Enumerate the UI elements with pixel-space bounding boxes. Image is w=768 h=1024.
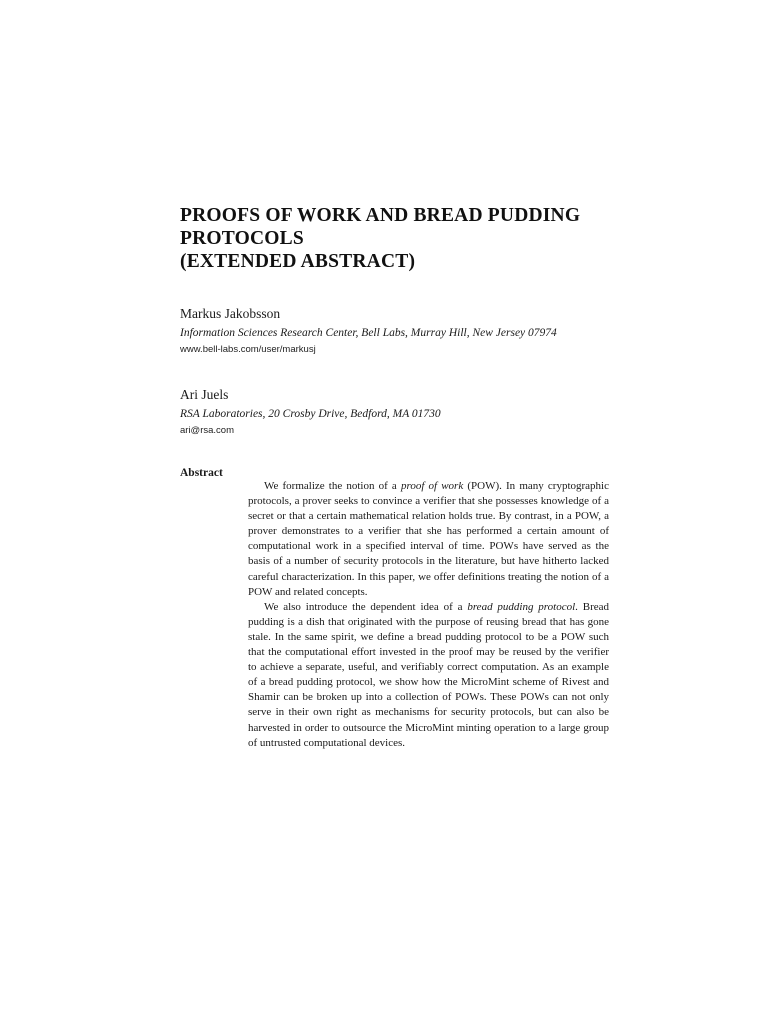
author-url[interactable]: www.bell-labs.com/user/markusj [180,344,316,355]
author-affiliation: Information Sciences Research Center, Bell Labs, Murray Hill, New Jersey 07974 [180,327,557,339]
author-email[interactable]: ari@rsa.com [180,425,234,436]
paper-title [180,204,640,273]
author-name: Markus Jakobsson [180,306,281,321]
title-line-1: PROOFS OF WORK AND BREAD PUDDING [180,205,581,226]
author-affiliation: RSA Laboratories, 20 Crosby Drive, Bedford, MA 01730 [180,408,441,420]
title-line-3: (EXTENDED ABSTRACT) [180,251,416,272]
text-run: (POW). In many cryptographic protocols, a prover seeks to convince a verifier that she possesses knowledge of a secret or that a certain mathematical relation holds true. By contrast, in a POW, a prover demonstrates to a verifier that she has performed a certain amount of computational work in a specified interval of time. POWs have served as the basis of a number of security protocols in the literature, but have hitherto lacked careful characterization. In this paper, we offer definitions treating the notion of a POW and related concepts. [248,480,609,598]
emphasis-text: proof of work [400,480,464,492]
emphasis-text: bread pudding protocol [467,600,576,613]
author-block-2 [180,386,640,437]
abstract-paragraph-2 [248,600,609,751]
author-block-1 [180,305,640,356]
text-run: We formalize the notion of a [264,480,401,492]
text-run: We also introduce the dependent idea of a [264,600,468,613]
author-name: Ari Juels [180,387,229,402]
abstract-body [248,479,609,751]
text-run: . Bread pudding is a dish that originated with the purpose of reusing bread that has gone stale. In the same spirit, we define a bread pudding protocol to be a POW such that the computational effort invested in the proof may be reused by the verifier to achieve a separate, useful, and verifiably correct computation. As an example of a bread pudding protocol, we show how the MicroMint scheme of Rivest and Shamir can be broken up into a collection of POWs. These POWs can not only serve in their own right as mechanisms for security protocols, but can also be harvested in order to outsource the MicroMint minting operation to a large group of untrusted computational devices. [248,600,610,749]
abstract-paragraph-1 [248,479,609,600]
abstract-heading: Abstract [180,467,223,479]
title-line-2: PROTOCOLS [180,228,304,249]
